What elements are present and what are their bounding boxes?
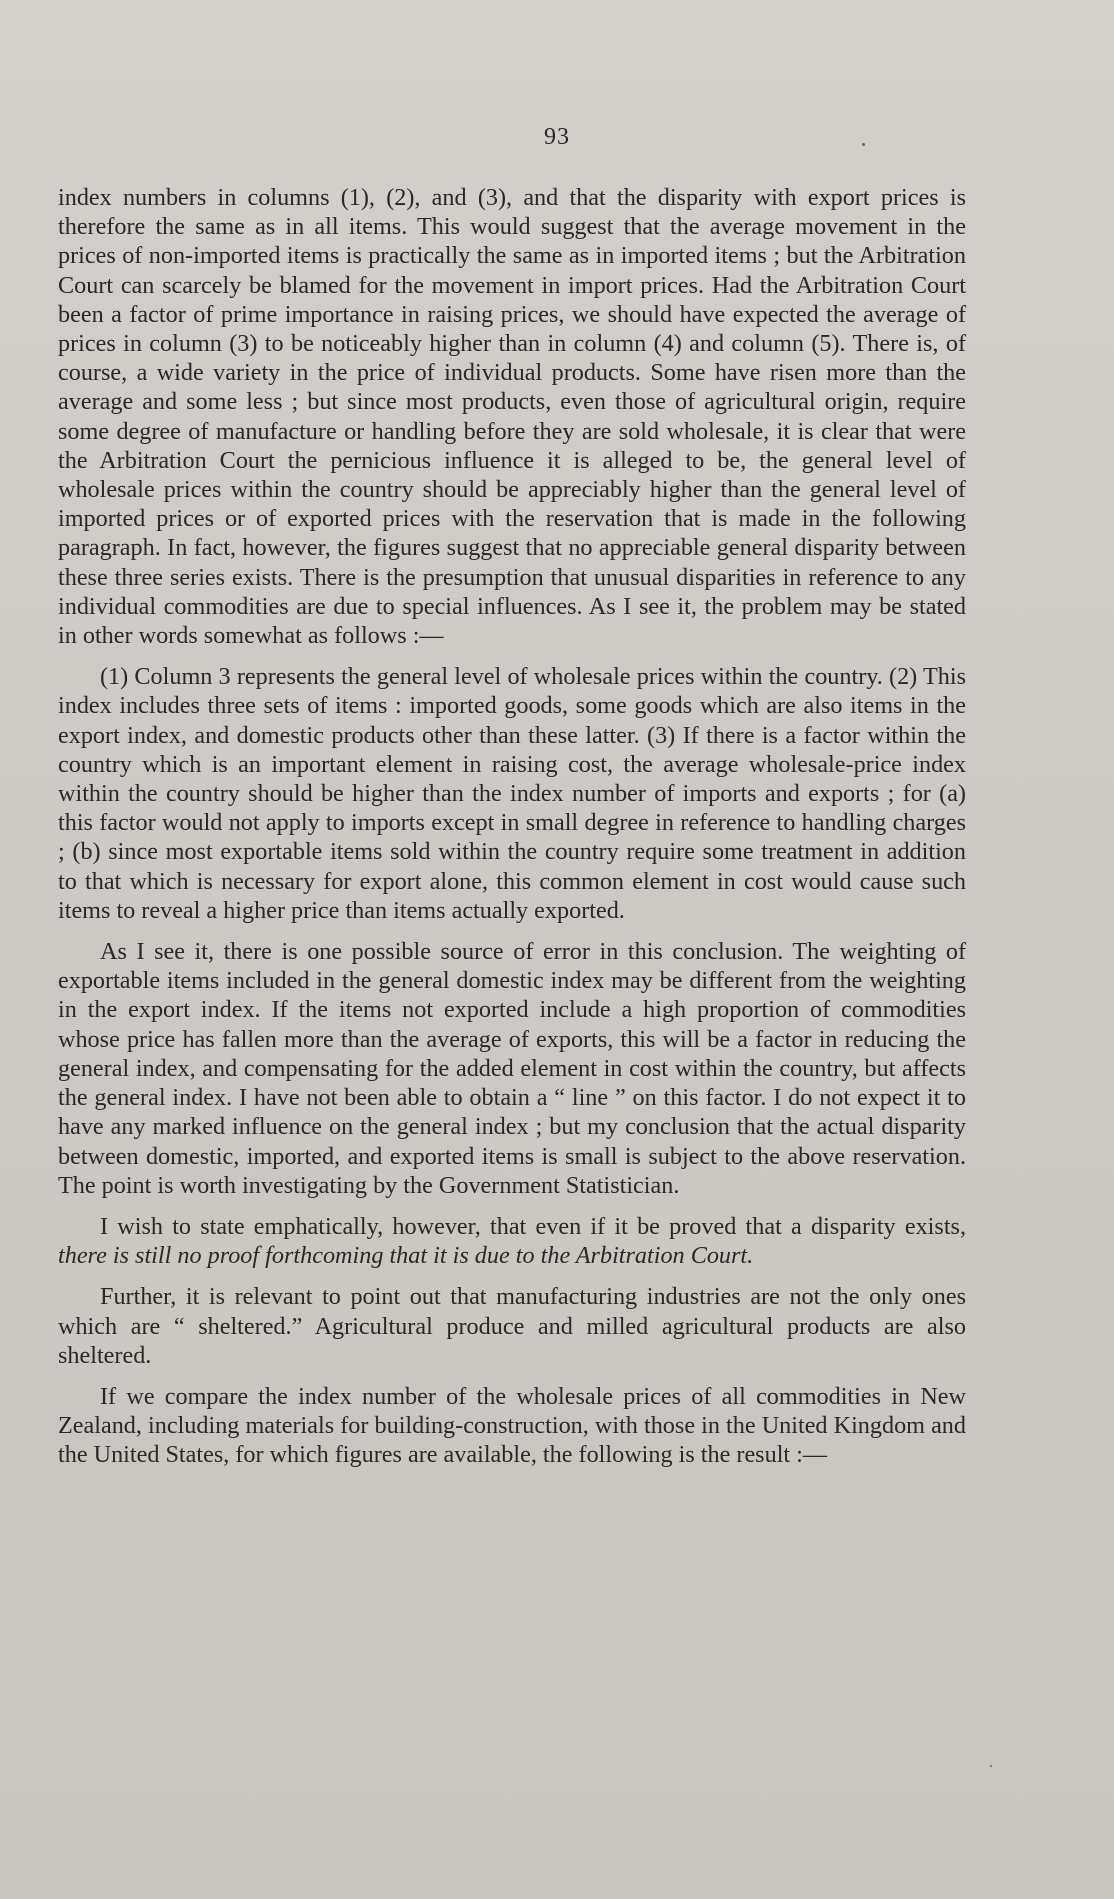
paragraph-2: (1) Column 3 represents the general level of wholesale prices within the country. (2) This index includes three sets of items : imported goods, some goods which are also items in the export index, and domestic products other than these latter. (3) If there is a factor within the country which is an important element in raising cost, the average wholesale-price index within the country should be higher than the index number of imports and exports ; for (a) this factor would not apply to imports except in small degree in reference to handling charges ; (b) since most exportable items sold within the country require some treatment in addition to that which is necessary for export alone, this common element in cost would cause such items to reveal a higher price than items actually exported.: [58, 663, 966, 924]
paragraph-5: Further, it is relevant to point out that manufacturing industries are not the only ones which are “ sheltered.” Agricultural produce and milled agricultural products are also sheltered.: [58, 1283, 966, 1369]
paragraph-3: As I see it, there is one possible source of error in this conclusion. The weighting of exportable items included in the general domestic index may be different from the weighting in the export index. If the items not exported include a high proportion of commodities whose price has fallen more than the average of exports, this will be a factor in reducing the general index, and compensating for the added element in cost within the country, but affects the general index. I have not been able to obtain a “ line ” on this factor. I do not expect it to have any marked influence on the general index ; but my conclusion that the actual disparity between domestic, imported, and exported items is small is subject to the above reservation. The point is worth investigating by the Government Statistician.: [58, 938, 966, 1199]
body-text: [58, 183, 966, 1482]
paragraph-4: [58, 1212, 966, 1270]
paper-speck: [862, 143, 865, 146]
paper-speck: [990, 1765, 992, 1767]
page-number: 93: [544, 124, 570, 150]
paragraph-1: index numbers in columns (1), (2), and (3), and that the disparity with export prices is therefore the same as in all items. This would suggest that the average movement in the prices of non-imported items is practically the same as in imported items ; but the Arbitration Court can scarcely be blamed for the movement in import prices. Had the Arbitration Court been a factor of prime importance in raising prices, we should have expected the average of prices in column (3) to be noticeably higher than in column (4) and column (5). There is, of course, a wide variety in the price of individual products. Some have risen more than the average and some less ; but since most products, even those of agricultural origin, require some degree of manufacture or handling before they are sold wholesale, it is clear that were the Arbitration Court the pernicious influence it is alleged to be, the general level of wholesale prices within the country should be appreciably higher than the general level of imported prices or of exported prices with the reservation that is made in the following paragraph. In fact, however, the figures suggest that no appreciable general disparity between these three series exists. There is the presumption that unusual disparities in reference to any individual commodities are due to special influences. As I see it, the problem may be stated in other words somewhat as follows :—: [58, 184, 966, 650]
paragraph-6: If we compare the index number of the wholesale prices of all commodities in New Zealand, including materials for building-construction, with those in the United Kingdom and the United States, for which figures are available, the following is the result :—: [58, 1382, 966, 1469]
paragraph-4-emphasis: there is still no proof forthcoming that it is due to the Arbitration Court.: [58, 1242, 754, 1270]
paragraph-4-text: I wish to state emphatically, however, that even if it be proved that a disparity exists,: [100, 1212, 966, 1240]
